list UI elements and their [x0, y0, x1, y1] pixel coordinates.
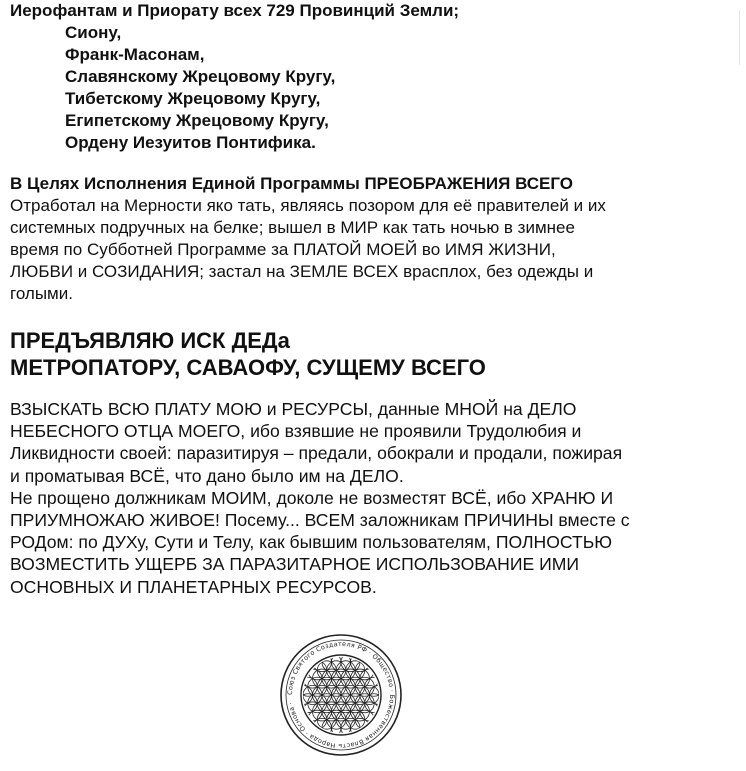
claim-heading: [10, 327, 730, 381]
paragraph-line: ОСНОВНЫХ И ПЛАНЕТАРНЫХ РЕСУРСОВ.: [10, 576, 377, 597]
paragraph-line: время по Субботней Программе за ПЛАТОЙ МОЕЙ во ИМЯ ЖИЗНИ,: [10, 240, 556, 259]
addressee-main: Иерофантам и Приорату всех 729 Провинций Земли;: [10, 1, 460, 20]
addressee-list: [10, 0, 730, 154]
paragraph-line: Ликвидности своей: паразитируя – предали, обокрали и продали, пожирая: [10, 443, 623, 464]
addressee-item: Тибетскому Жрецовому Кругу,: [65, 89, 321, 108]
addressee-item: Ордену Иезуитов Понтифика.: [65, 133, 316, 152]
paragraph-line: системных подручных на белке; вышел в МИР как тать ночью в зимнее: [10, 218, 575, 237]
paragraph-intro: [10, 195, 700, 305]
claim-heading-line: МЕТРОПАТОРУ, САВАОФУ, СУЩЕМУ ВСЕГО: [10, 355, 486, 380]
paragraph-line: ЛЮБВИ и СОЗИДАНИЯ; застал на ЗЕМЛЕ ВСЕХ врасплох, без одежды и: [10, 262, 594, 281]
paragraph-line: Не прощено должникам МОИМ, доколе не возместят ВСЁ, ибо ХРАНЮ И: [10, 487, 614, 508]
flower-of-life-seal: [279, 633, 403, 757]
paragraph-line: Отработал на Мерности яко тать, являясь позором для её правителей и их: [10, 196, 606, 215]
paragraph-line: ПРИУМНОЖАЮ ЖИВОЕ! Посему... ВСЕМ заложникам ПРИЧИНЫ вместе с: [10, 510, 630, 531]
addressee-item: Славянскому Жрецовому Кругу,: [65, 67, 336, 86]
addressee-item: Франк-Масонам,: [65, 45, 205, 64]
paragraph-claim: [10, 398, 710, 598]
claim-heading-line: ПРЕДЪЯВЛЯЮ ИСК ДЕДа: [10, 328, 290, 353]
paragraph-line: РОДом: по ДУХу, Сути и Телу, как бывшим пользователям, ПОЛНОСТЬЮ: [10, 532, 613, 553]
paragraph-line: ВЗЫСКАТЬ ВСЮ ПЛАТУ МОЮ и РЕСУРСЫ, данные МНОЙ на ДЕЛО: [10, 399, 577, 419]
paragraph-line: ВОЗМЕСТИТЬ УЩЕРБ ЗА ПАРАЗИТАРНОЕ ИСПОЛЬЗОВАНИЕ ИМИ: [10, 554, 580, 575]
page-edge: [738, 0, 746, 771]
addressee-item: Египетскому Жрецовому Кругу,: [65, 111, 329, 130]
paragraph-line: голыми.: [10, 284, 73, 303]
paragraph-line: и проматывая ВСЁ, что дано было им на ДЕЛО.: [10, 465, 404, 486]
purpose-title: В Целях Исполнения Единой Программы ПРЕОБРАЖЕНИЯ ВСЕГО: [10, 174, 573, 193]
paragraph-line: НЕБЕСНОГО ОТЦА МОЕГО, ибо взявшие не проявили Трудолюбия и: [10, 421, 582, 442]
addressee-item: Сиону,: [65, 23, 122, 42]
document: [10, 0, 730, 598]
seal-ring-text: Союз Святого Создателя РФ · Общество · Божественная Власть Народа · Основа ·: [285, 639, 397, 751]
page-edge-line: [739, 10, 746, 65]
